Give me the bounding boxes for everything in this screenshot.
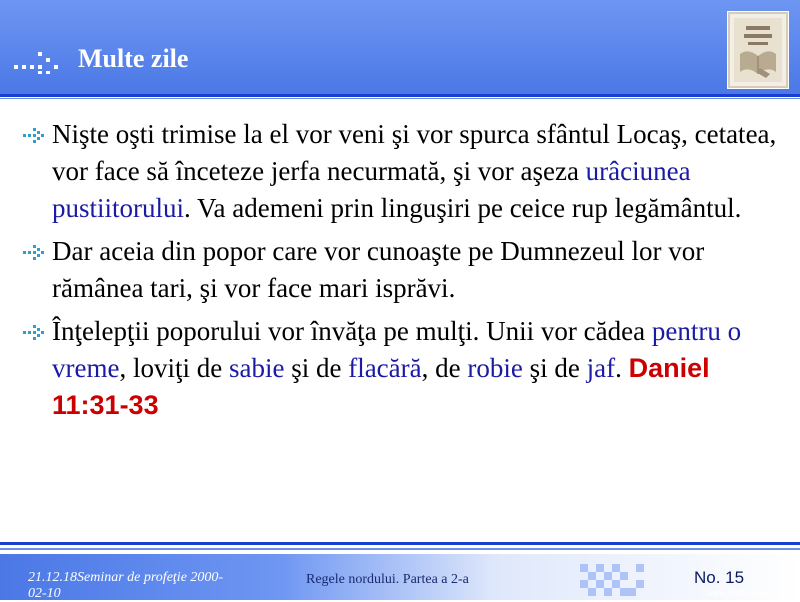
footer-divider <box>0 542 800 545</box>
dotted-arrow-bullet-icon <box>22 126 44 144</box>
highlight-term: pentru o vreme <box>52 316 742 383</box>
header-divider-thin <box>0 98 800 99</box>
bullet-text: Înţelepţii poporului vor învăţa pe mulţi. Unii vor cădea pentru o vreme, loviţi de sabie şi de flacără, de robie şi de jaf. Daniel 11:31-33 <box>52 316 742 420</box>
footer-url: www.1843-chart.com <box>706 588 791 598</box>
slide-title: Multe zile <box>78 44 189 73</box>
bullet-text: Nişte oşti trimise la el vor veni şi vor spurca sfântul Locaş, cetatea, vor face să înceteze jerfa necurmată, şi vor aşeza urâciunea pustiitorului. Va ademeni prin linguşiri pe ceice rup legământul. <box>52 119 777 223</box>
slide-content <box>20 116 780 430</box>
slide-number: No. 15 <box>694 568 745 587</box>
bullet-item-2 <box>20 233 780 307</box>
highlight-term: flacără <box>348 353 422 383</box>
footer-date: 21.12.18Seminar de profeţie 2000-02-10 <box>28 570 224 601</box>
highlight-term: urâciunea pustiitorului <box>52 156 691 223</box>
bullet-text: Dar aceia din popor care vor cunoaşte pe Dumnezeul lor vor rămânea tari, şi vor face mari isprăvi. <box>52 236 705 303</box>
footer-title: Regele nordului. Partea a 2-a <box>306 572 469 587</box>
highlight-term: robie <box>467 353 523 383</box>
bullet-item-3 <box>20 313 780 424</box>
footer-divider-thin <box>0 548 800 550</box>
highlight-term: jaf <box>586 353 616 383</box>
dotted-arrow-bullet-icon <box>22 323 44 341</box>
highlight-term: sabie <box>228 353 285 383</box>
holy-bible-logo <box>728 12 788 88</box>
bullet-item-1 <box>20 116 780 227</box>
dotted-arrow-bullet-icon <box>22 243 44 261</box>
header-divider <box>0 94 800 97</box>
dotted-arrow-icon <box>12 48 64 74</box>
scripture-reference: Daniel 11:31-33 <box>52 353 710 420</box>
